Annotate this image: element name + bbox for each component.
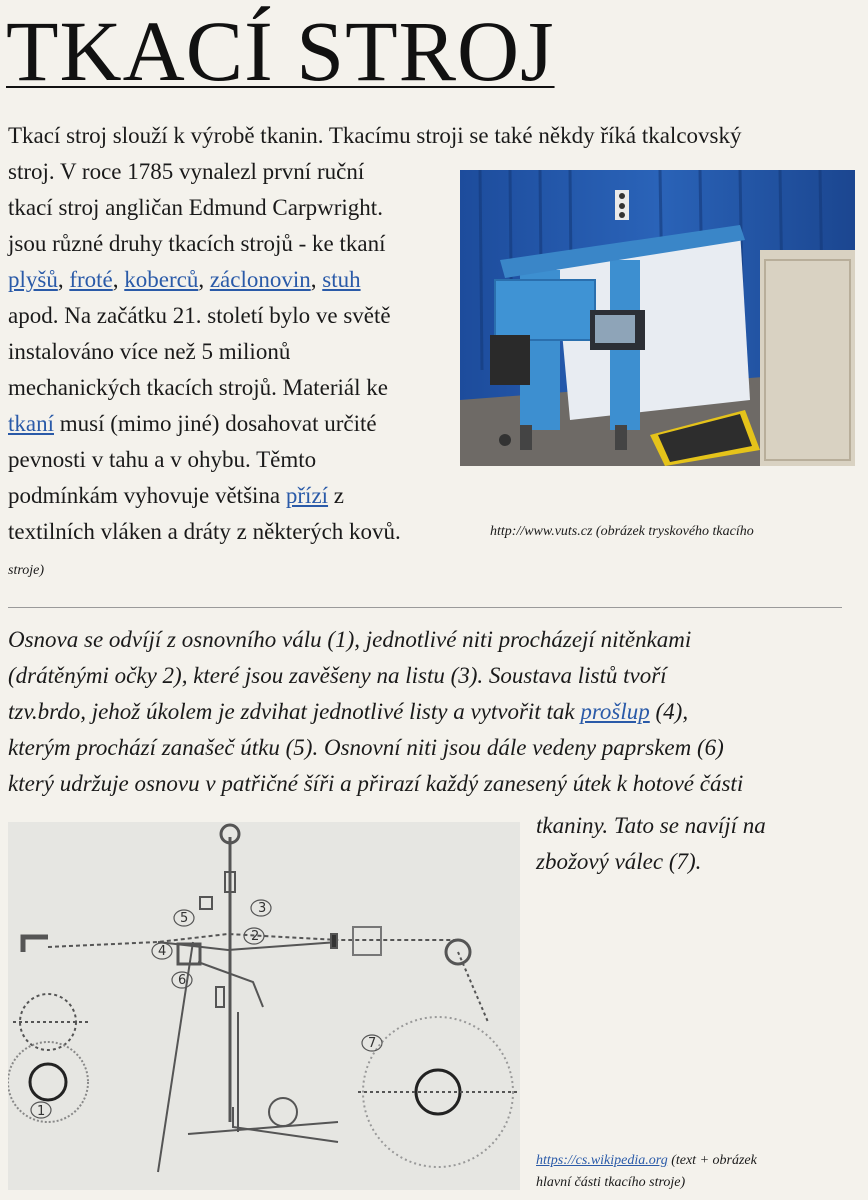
osnova-line-2: (drátěnými očky 2), které jsou zavěšeny na listu (3). Soustava listů tvoří [8,663,667,688]
intro-line-6: apod. Na začátku 21. století bylo ve světě [8,303,391,328]
photo-caption-cont: stroje) [8,563,45,578]
diagram-label-7: 7 [368,1036,377,1051]
intro-line-4: jsou různé druhy tkacích strojů - ke tkaní [8,231,386,256]
intro-line-11-pre: podmínkám vyhovuje většina [8,483,286,508]
osnova-line-4: kterým prochází zanašeč útku (5). Osnovní niti jsou dále vedeny paprskem (6) [8,735,724,760]
page-title: TKACÍ STROJ [6,3,555,99]
diagram-label-3: 3 [258,901,267,916]
osnova-line-3 [8,694,860,730]
loom-description-tail [536,808,856,880]
intro-line-10: pevnosti v tahu a v ohybu. Těmto [8,447,317,472]
link-plysu[interactable]: plyšů [8,267,58,292]
link-zaclonovin[interactable]: záclonovin [209,267,311,292]
intro-line-11-post: z [328,483,345,508]
diagram-label-4: 4 [158,944,167,959]
diagram-label-1: 1 [37,1104,46,1119]
fabric-types-links: plyšů, froté, koberců, záclonovin, stuh [8,267,361,292]
diagram-caption-line-2: hlavní části tkacího stroje) [536,1175,686,1190]
intro-line-7: instalováno více než 5 milionů [8,339,291,364]
photo-caption: http://www.vuts.cz (obrázek tryskového tkacího [490,524,754,539]
intro-line-3: tkací stroj angličan Edmund Carpwright. [8,195,383,220]
loom-schematic-diagram [8,822,520,1190]
diagram-caption [536,1150,856,1194]
diagram-label-6: 6 [178,973,187,988]
link-prizi[interactable]: přízí [285,483,329,508]
link-stuh[interactable]: stuh [322,267,361,292]
loom-description [8,622,860,802]
osnova-line-1: Osnova se odvíjí z osnovního válu (1), jednotlivé niti procházejí nitěnkami [8,627,692,652]
diagram-label-5: 5 [180,911,189,926]
osnova-line-7: zbožový válec (7). [536,849,702,874]
weaving-machine-photo [460,170,855,466]
section-divider [8,607,842,608]
intro-line-1: Tkací stroj slouží k výrobě tkanin. Tkacímu stroji se také někdy říká tkalcovský [8,123,742,148]
link-kobercu[interactable]: koberců [124,267,199,292]
intro-line-2: stroj. V roce 1785 vynalezl první ruční [8,159,365,184]
osnova-line-3-pre: tzv.brdo, jehož úkolem je zdvihat jednotlivé listy a vytvořit tak [8,699,581,724]
intro-paragraph [8,154,460,550]
intro-line-12: textilních vláken a dráty z některých kovů. [8,519,401,544]
link-proslup[interactable]: prošlup [580,699,650,724]
diagram-caption-rest: (text + obrázek [667,1153,757,1168]
link-wikipedia[interactable]: https://cs.wikipedia.org [536,1153,668,1168]
diagram-label-2: 2 [251,929,260,944]
intro-line-11 [8,478,460,514]
intro-line-8: mechanických tkacích strojů. Materiál ke [8,375,388,400]
link-tkani[interactable]: tkaní [8,411,54,436]
intro-line-9-rest: musí (mimo jiné) dosahovat určité [54,411,377,436]
osnova-line-5: který udržuje osnovu v patřičné šíři a přirazí každý zanesený útek k hotové části [8,771,744,796]
osnova-line-6: tkaniny. Tato se navíjí na [536,813,766,838]
link-frote[interactable]: froté [69,267,113,292]
osnova-line-3-post: (4), [649,699,689,724]
intro-line-9 [8,406,460,442]
